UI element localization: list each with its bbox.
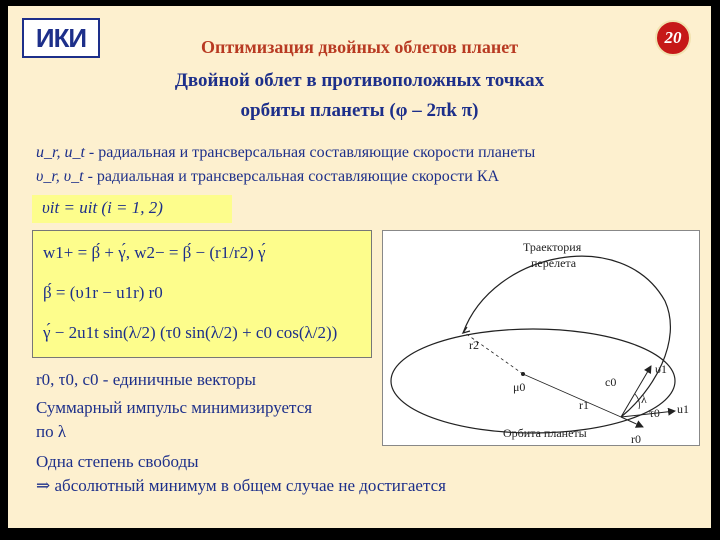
subtitle-line-1: Двойной облет в противоположных точках [174, 70, 545, 91]
definition-text: - радиальная и трансверсальная составляющие скорости КА [87, 168, 500, 185]
impulse-note-line-1: Суммарный импульс минимизируется [36, 398, 313, 417]
mu0-label: μ0 [513, 380, 526, 394]
lambda-label: λ [641, 392, 647, 406]
u1-label: u1 [677, 402, 689, 416]
slide [8, 6, 711, 528]
definition-symbols: υ_r, υ_t [36, 168, 84, 185]
slide-number-badge: 20 [655, 20, 691, 56]
trajectory-label-1: Траектория [523, 240, 582, 254]
definition-spacecraft-velocity [36, 168, 499, 186]
conclusion-note: ⇒ абсолютный минимум в общем случае не достигается [36, 476, 446, 495]
logo-text: ИКИ [35, 22, 87, 53]
definition-symbols: u_r, u_t [36, 144, 85, 161]
equality-equation: υit = uit (i = 1, 2) [42, 198, 163, 217]
unit-vectors-note: r0, τ0, c0 - единичные векторы [36, 370, 256, 389]
v1-label: υ1 [655, 362, 667, 376]
trajectory-label-2: перелета [531, 256, 577, 270]
formula-beta: β́ = (υ1r − u1r) r0 [43, 283, 163, 302]
planet-orbit [391, 329, 675, 433]
formula-box [32, 230, 372, 358]
subtitle-line-2: орбиты планеты (φ – 2πk π) [240, 100, 479, 121]
c0-label: c0 [605, 375, 617, 389]
orbit-label: Орбита планеты [503, 426, 587, 440]
flyby-diagram-svg [383, 231, 701, 447]
equality-equation-box [32, 195, 232, 223]
freedom-note: Одна степень свободы [36, 452, 199, 471]
r0-label: r0 [631, 432, 641, 446]
r2-label: r2 [469, 338, 479, 352]
slide-title: Оптимизация двойных облетов планет [200, 37, 519, 57]
definition-text: - радиальная и трансверсальная составляющие скорости планеты [88, 144, 536, 161]
definition-planet-velocity [36, 144, 535, 162]
tau0-label: τ0 [649, 406, 660, 420]
r1-label: r1 [579, 398, 589, 412]
formula-gamma: γ́ − 2u1t sin(λ/2) (τ0 sin(λ/2) + c0 cos(λ/2)) [43, 323, 338, 342]
formula-impulses: w1+ = β́ + γ́, w2− = β́ − (r1/r2) γ́ [43, 243, 266, 262]
impulse-note-line-2: по λ [36, 422, 67, 441]
flyby-diagram [382, 230, 700, 446]
